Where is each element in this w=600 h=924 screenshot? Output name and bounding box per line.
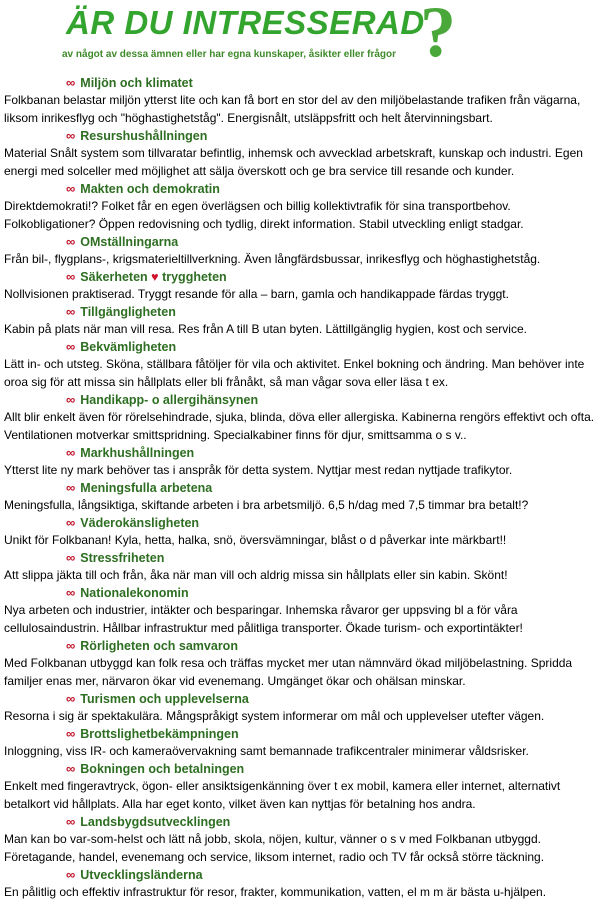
topic-heading-text: Makten och demokratin [80,182,220,196]
topic-body: Med Folkbanan utbyggd kan folk resa och träffas mycket mer utan nämnvärd ökad miljöbelastning. Spridda familjer enas mer, närvaron ökar vid evenemang. Umgänget ökar och ohälsan minskar. [4,656,573,688]
topic-body: Material Snålt system som tillvaratar befintlig, inhemsk och avvecklad arbetskraft, kunskap och industri. Egen energi med solceller med möjlighet att sälja överskott och ge bra service till resande och kunder. [4,146,583,178]
topic-body: Att slippa jäkta till och från, åka när man vill och aldrig missa sin hållplats eller sin kabin. Skönt! [4,568,508,582]
topic-body: Unikt för Folkbanan! Kyla, hetta, halka, snö, översvämningar, blåst o d påverkar inte märkbart!! [4,533,507,547]
topic-heading-text: Resurshushållningen [80,129,208,143]
infinity-bullet-icon: ∞ [66,234,76,249]
infinity-bullet-icon: ∞ [66,585,76,600]
topic-heading [4,479,598,496]
topic-heading [4,760,598,777]
infinity-bullet-icon: ∞ [66,550,76,565]
infinity-bullet-icon: ∞ [66,445,76,460]
topic-section [4,690,598,725]
topic-body: Inloggning, viss IR- och kameraövervakning samt bemannade trafikcentraler minimerar våldsrisker. [4,744,529,758]
topic-heading-text: OMställningarna [80,235,179,249]
topic-heading [4,180,598,197]
topic-body: Direktdemokrati!? Folket får en egen överlägsen och billig kollektivtrafik för sina transportbehov. Folkobligationer? Öppen redovisning och tydlig, direkt information. Stabil utveckling enligt stadgar. [4,199,524,231]
topic-heading-text: Nationalekonomin [80,586,189,600]
infinity-bullet-icon: ∞ [66,128,76,143]
topic-heading-text: Utvecklingsländerna [80,868,203,882]
topic-section [4,479,598,514]
topic-heading [4,637,598,654]
topic-section [4,74,598,127]
topic-body: Man kan bo var-som-helst och lätt nå jobb, skola, nöjen, kultur, vänner o s v med Folkbanan utbyggd. Företagande, handel, evenemang och service, liksom internet, radio och TV får också större täckning. [4,832,545,864]
topic-heading-text: Miljön och klimatet [80,76,193,90]
topic-section [4,268,598,303]
topic-section [4,514,598,549]
topic-heading-text: Tillgängligheten [80,305,176,319]
infinity-bullet-icon: ∞ [66,181,76,196]
topic-heading-text: Rörligheten och samvaron [80,639,238,653]
topic-section [4,813,598,866]
topic-heading-text: Bekvämligheten [80,340,177,354]
infinity-bullet-icon: ∞ [66,75,76,90]
heart-icon: ♥ [151,270,159,284]
topic-heading [4,690,598,707]
infinity-bullet-icon: ∞ [66,515,76,530]
topic-heading [4,813,598,830]
topic-heading [4,584,598,601]
topic-body: Lätt in- och utsteg. Sköna, ställbara fåtöljer för vila och aktivitet. Enkel bokning och ändring. Man behöver inte oroa sig för att missa sin hållplats eller bli frånåkt, så man vågar sova eller läsa t ex. [4,357,585,389]
infinity-bullet-icon: ∞ [66,814,76,829]
topic-heading-text: Landsbygdsutvecklingen [80,815,231,829]
topic-heading [4,303,598,320]
topic-section [4,725,598,760]
infinity-bullet-icon: ∞ [66,392,76,407]
topic-heading [4,866,598,883]
topic-heading [4,338,598,355]
infinity-bullet-icon: ∞ [66,761,76,776]
topic-heading [4,391,598,408]
topic-heading-text: Turismen och upplevelserna [80,692,249,706]
topic-section [4,391,598,444]
topic-body: Nya arbeten och industrier, intäkter och besparingar. Inhemska råvaror ger uppsving bl a för våra cellulosaindustrin. Hållbar infrastruktur med pålitliga transporter. Ökade turism- och exportintäkter! [4,603,523,635]
topic-body: Från bil-, flygplans-, krigsmaterieltillverkning. Även långfärdsbussar, inrikesflyg och höghastighetståg. [4,252,541,266]
infinity-bullet-icon: ∞ [66,638,76,653]
page-header [0,0,600,72]
topic-heading [4,233,598,250]
topic-heading [4,268,598,285]
topic-heading [4,549,598,566]
infinity-bullet-icon: ∞ [66,269,76,284]
infinity-bullet-icon: ∞ [66,867,76,882]
topic-body: En pålitlig och effektiv infrastruktur för resor, frakter, kommunikation, vatten, el m m är bästa u-hjälpen. [4,885,547,899]
topic-section [4,760,598,813]
topic-body: Folkbanan belastar miljön ytterst lite och kan få bort en stor del av den miljöbelastande trafiken från vägarna, liksom inrikesflyg och "höghastighetståg". Energisnålt, utsläppsfritt och helt återvinningsbart. [4,93,581,125]
topic-section [4,233,598,268]
topic-heading-text: Väderokänsligheten [80,516,200,530]
topic-heading-text: Bokningen och betalningen [80,762,245,776]
topic-heading [4,514,598,531]
topic-body: Nollvisionen praktiserad. Tryggt resande för alla – barn, gamla och handikappade färdas tryggt. [4,287,509,301]
topic-section [4,444,598,479]
topic-heading-text: Stressfriheten [80,551,165,565]
topic-heading-suffix: tryggheten [162,270,227,284]
infinity-bullet-icon: ∞ [66,726,76,741]
topic-heading [4,74,598,91]
topic-section [4,866,598,901]
topic-heading [4,725,598,742]
topic-heading [4,444,598,461]
topic-body: Meningsfulla, långsiktiga, skiftande arbeten i bra arbetsmiljö. 6,5 h/dag med 7,5 timmar bra betalt!? [4,498,529,512]
infinity-bullet-icon: ∞ [66,339,76,354]
topic-section [4,127,598,180]
topic-body: Resorna i sig är spektakulära. Mångspråkigt system informerar om mål och upplevelser utefter vägen. [4,709,545,723]
topic-section [4,637,598,690]
infinity-bullet-icon: ∞ [66,691,76,706]
topic-heading-text: Markhushållningen [80,446,195,460]
topic-list [4,74,598,901]
page-subtitle: av något av dessa ämnen eller har egna kunskaper, åsikter eller frågor [62,49,397,60]
topic-body: Ytterst lite ny mark behöver tas i anspråk för detta system. Nyttjar mest redan nyttjade trafikytor. [4,463,513,477]
topic-heading-text: Handikapp- o allergihänsynen [80,393,259,407]
topic-section [4,584,598,637]
topic-section [4,338,598,391]
topic-body: Enkelt med fingeravtryck, ögon- eller ansiktsigenkänning över t ex mobil, kamera eller internet, alternativt betalkort vid hållplats. Alla har eget konto, vilket även kan nyttjas för betalning hos andra. [4,779,561,811]
topic-section [4,180,598,233]
infinity-bullet-icon: ∞ [66,304,76,319]
question-mark-icon: ? [420,0,456,72]
topic-body: Kabin på plats när man vill resa. Res från A till B utan byten. Lättillgänglig hygien, kost och service. [4,322,527,336]
topic-heading-text: Meningsfulla arbetena [80,481,213,495]
topic-heading [4,127,598,144]
topic-section [4,549,598,584]
page-title: ÄR DU INTRESSERAD [66,4,425,41]
infinity-bullet-icon: ∞ [66,480,76,495]
topic-heading-text: Brottslighetbekämpningen [80,727,239,741]
topic-body: Allt blir enkelt även för rörelsehindrade, sjuka, blinda, döva eller allergiska. Kabinerna rengörs effektivt och ofta. Ventilationen motverkar smittspridning. Specialkabiner finns för djur, smittsamma o s v.. [4,410,595,442]
topic-section [4,303,598,338]
topic-heading-text: Säkerheten [80,270,148,284]
